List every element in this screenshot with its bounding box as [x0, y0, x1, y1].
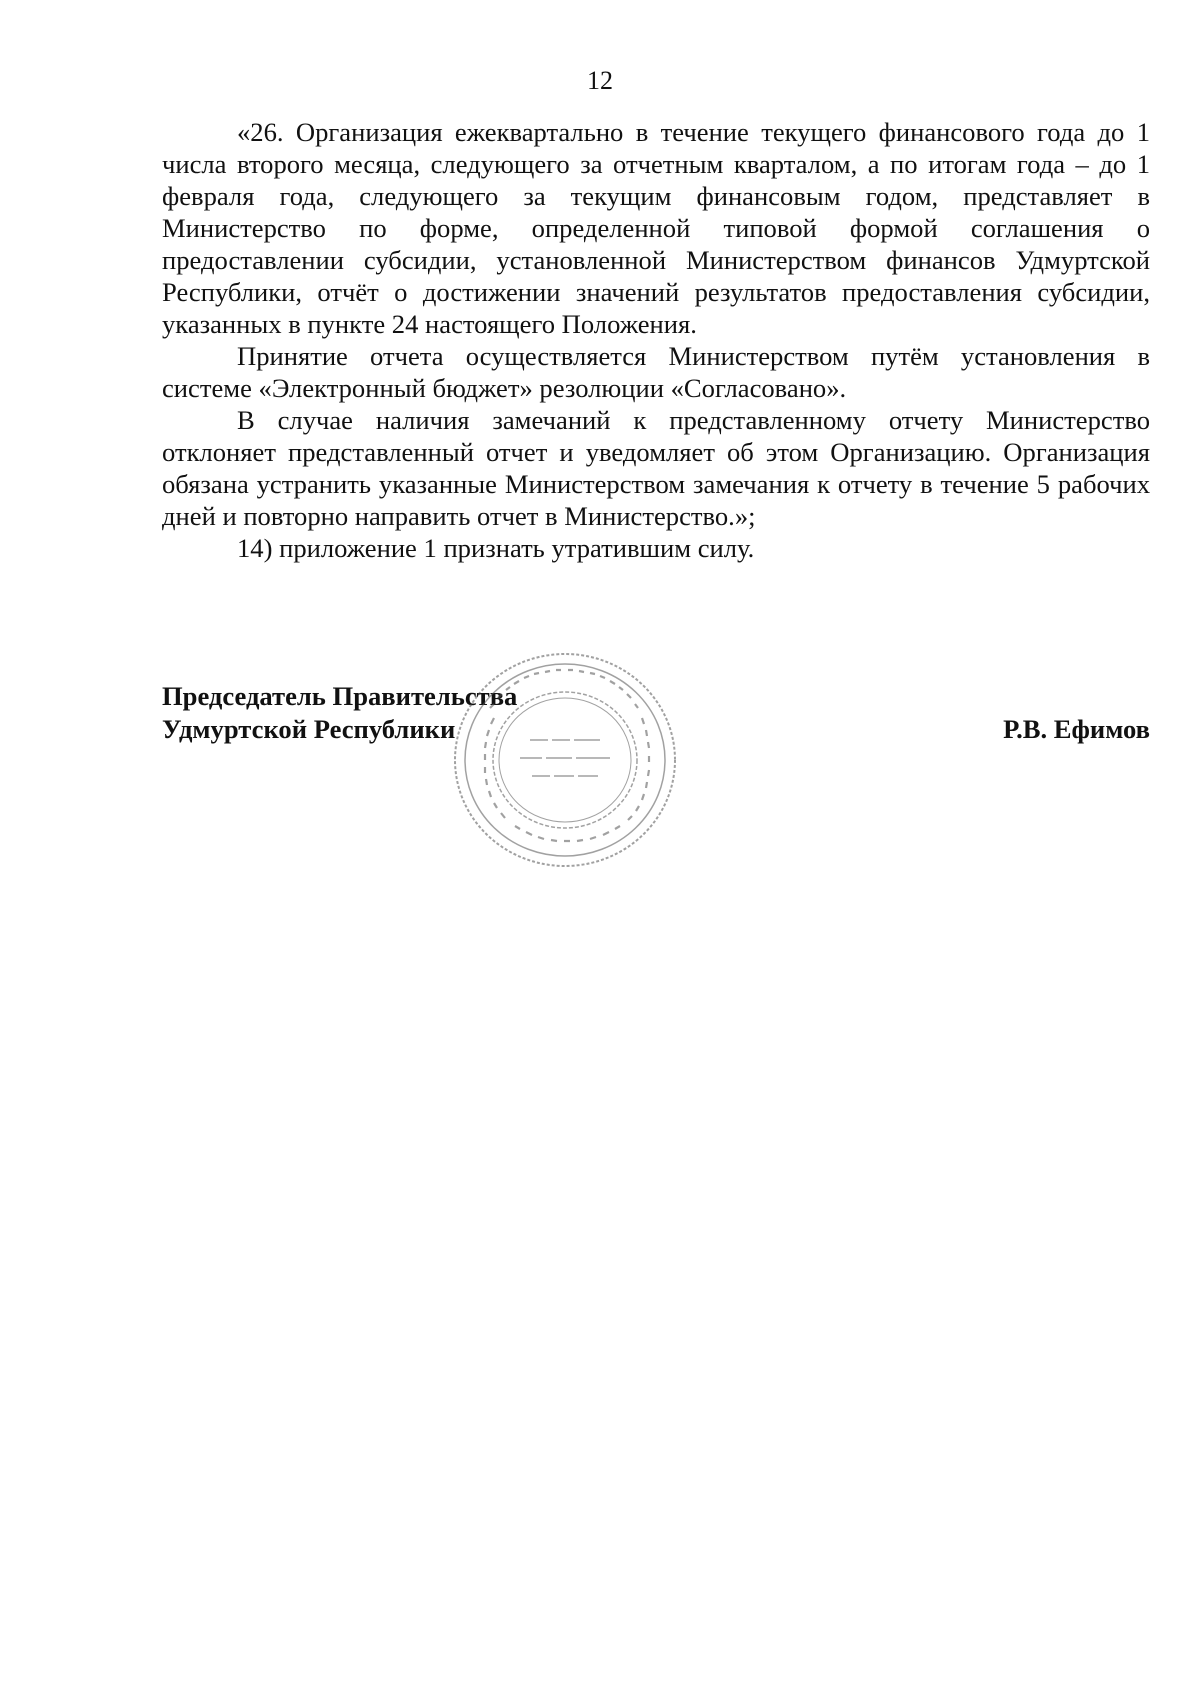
document-body [162, 116, 1150, 564]
paragraph-acceptance: Принятие отчета осуществляется Министерством путём установления в системе «Электронный бюджет» резолюции «Согласовано». [162, 341, 1150, 403]
signatory-position-line2: Удмуртской Республики [162, 714, 456, 744]
signatory-position-line1: Председатель Правительства [162, 681, 518, 711]
official-seal-icon [450, 648, 680, 872]
paragraph-remarks: В случае наличия замечаний к представленному отчету Министерство отклоняет представленный отчет и уведомляет об этом Организацию. Организация обязана устранить указанные Министерством замечания к отчету в течение 5 рабочих дней и повторно направить отчет в Министерство.»; [162, 405, 1150, 531]
signatory-name: Р.В. Ефимов [1003, 714, 1150, 744]
paragraph-26: «26. Организация ежеквартально в течение текущего финансового года до 1 числа второго месяца, следующего за отчетным кварталом, а по итогам года – до 1 февраля года, следующего за текущим финансовым годом, представляет в Министерство по форме, определенной типовой формой соглашения о предоставлении субсидии, установленной Министерством финансов Удмуртской Республики, отчёт о достижении значений результатов предоставления субсидии, указанных в пункте 24 настоящего Положения. [162, 117, 1150, 339]
page-number: 12 [587, 66, 613, 95]
paragraph-item-14: 14) приложение 1 признать утратившим силу. [237, 533, 755, 563]
